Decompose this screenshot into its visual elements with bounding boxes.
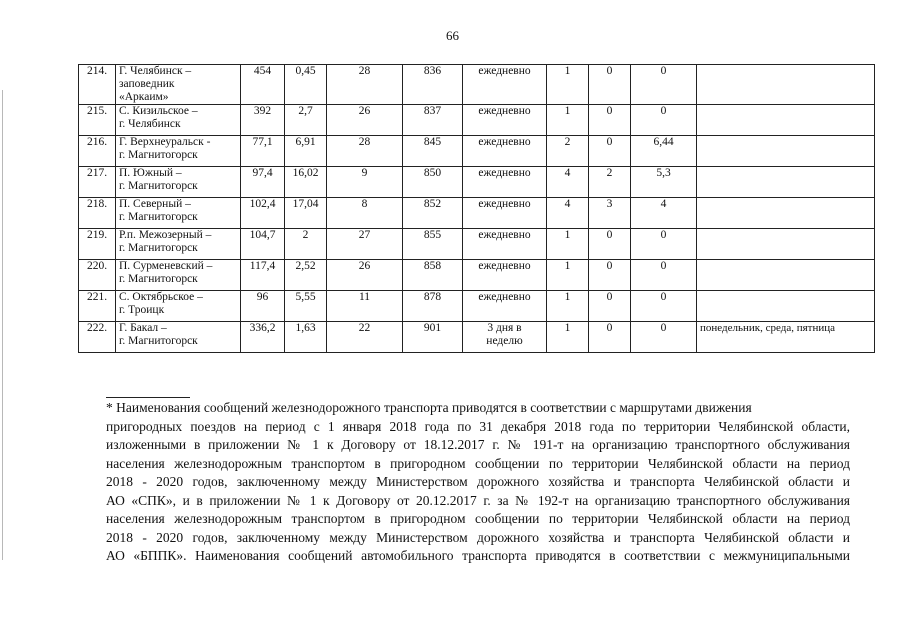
route-name-cell xyxy=(116,65,241,105)
footnote-line: 2018 - 2020 годов, заключенному между Министерством дорожного хозяйства и транспорта Челябинской области и xyxy=(106,529,850,545)
schedule-line: ежедневно xyxy=(478,291,531,303)
count-cell: 2 xyxy=(589,167,631,198)
value-cell: 28 xyxy=(327,136,403,167)
value-cell: 4 xyxy=(631,198,697,229)
row-number-cell: 215. xyxy=(79,105,116,136)
route-name-line: г. Челябинск xyxy=(119,118,181,130)
schedule-cell xyxy=(463,167,547,198)
route-name-line: П. Северный – xyxy=(119,198,191,210)
table-row xyxy=(79,136,875,167)
value-cell: 0 xyxy=(631,65,697,105)
count-cell: 1 xyxy=(547,229,589,260)
note-cell xyxy=(697,198,875,229)
note-cell xyxy=(697,229,875,260)
route-name-line: г. Магнитогорск xyxy=(119,273,198,285)
schedule-line: ежедневно xyxy=(478,229,531,241)
count-cell: 0 xyxy=(589,65,631,105)
note-cell: понедельник, среда, пятница xyxy=(697,322,875,353)
distance-cell: 96 xyxy=(241,291,285,322)
row-number-cell: 214. xyxy=(79,65,116,105)
route-name-cell xyxy=(116,229,241,260)
schedule-line: ежедневно xyxy=(478,167,531,179)
value-cell: 26 xyxy=(327,105,403,136)
route-name-line: г. Магнитогорск xyxy=(119,335,198,347)
value-cell: 22 xyxy=(327,322,403,353)
footnote xyxy=(106,399,850,566)
route-name-cell xyxy=(116,291,241,322)
value-cell: 2,7 xyxy=(285,105,327,136)
route-name-cell xyxy=(116,260,241,291)
route-name-line: Г. Верхнеуральск - xyxy=(119,136,211,148)
route-name-line: г. Троицк xyxy=(119,304,165,316)
route-name-line: г. Магнитогорск xyxy=(119,180,198,192)
route-name-line: С. Октябрьское – xyxy=(119,291,203,303)
value-cell: 26 xyxy=(327,260,403,291)
table-row xyxy=(79,198,875,229)
value-cell: 0 xyxy=(631,322,697,353)
count-cell: 0 xyxy=(589,105,631,136)
row-number-cell: 220. xyxy=(79,260,116,291)
schedule-line: ежедневно xyxy=(478,198,531,210)
count-cell: 2 xyxy=(547,136,589,167)
note-cell xyxy=(697,105,875,136)
distance-cell: 97,4 xyxy=(241,167,285,198)
distance-cell: 104,7 xyxy=(241,229,285,260)
route-name-line: заповедник xyxy=(119,78,175,90)
count-cell: 0 xyxy=(589,136,631,167)
route-name-line: «Аркаим» xyxy=(119,91,169,103)
distance-cell: 454 xyxy=(241,65,285,105)
route-name-line: Р.п. Межозерный – xyxy=(119,229,212,241)
route-code-cell: 858 xyxy=(403,260,463,291)
value-cell: 6,44 xyxy=(631,136,697,167)
count-cell: 0 xyxy=(589,291,631,322)
row-number-cell: 217. xyxy=(79,167,116,198)
route-name-cell xyxy=(116,198,241,229)
route-name-cell xyxy=(116,167,241,198)
schedule-line: ежедневно xyxy=(478,136,531,148)
distance-cell: 102,4 xyxy=(241,198,285,229)
route-name-cell xyxy=(116,136,241,167)
route-name-line: г. Магнитогорск xyxy=(119,242,198,254)
note-cell xyxy=(697,65,875,105)
schedule-cell xyxy=(463,198,547,229)
row-number-cell: 218. xyxy=(79,198,116,229)
route-code-cell: 837 xyxy=(403,105,463,136)
route-name-cell xyxy=(116,322,241,353)
table-row xyxy=(79,167,875,198)
count-cell: 4 xyxy=(547,167,589,198)
row-number-cell: 216. xyxy=(79,136,116,167)
count-cell: 1 xyxy=(547,260,589,291)
route-name-line: Г. Челябинск – xyxy=(119,65,192,77)
table-row xyxy=(79,322,875,353)
count-cell: 1 xyxy=(547,291,589,322)
row-number-cell: 219. xyxy=(79,229,116,260)
value-cell: 28 xyxy=(327,65,403,105)
schedule-line: ежедневно xyxy=(478,105,531,117)
footnote-line: изложенными в приложении № 1 к Договору от 18.12.2017 г. № 191-т на организацию транспортного обслуживания xyxy=(106,437,850,452)
value-cell: 27 xyxy=(327,229,403,260)
value-cell: 5,3 xyxy=(631,167,697,198)
count-cell: 0 xyxy=(589,260,631,291)
schedule-line: ежедневно xyxy=(478,260,531,272)
value-cell: 0 xyxy=(631,229,697,260)
count-cell: 3 xyxy=(589,198,631,229)
footnote-line: АО «СПК», и в приложении № 1 к Договору от 20.12.2017 г. за № 192-т на организацию транспортного обслуживания xyxy=(106,492,850,508)
count-cell: 4 xyxy=(547,198,589,229)
footnote-line: * Наименования сообщений железнодорожного транспорта приводятся в соответствии с маршрутами движения xyxy=(106,400,752,415)
table-row xyxy=(79,65,875,105)
route-code-cell: 850 xyxy=(403,167,463,198)
footnote-line: пригородных поездов на период с 1 января 2018 года по 31 декабря 2018 года по территории Челябинской области, xyxy=(106,418,850,434)
value-cell: 11 xyxy=(327,291,403,322)
count-cell: 0 xyxy=(589,229,631,260)
route-code-cell: 845 xyxy=(403,136,463,167)
value-cell: 8 xyxy=(327,198,403,229)
distance-cell: 77,1 xyxy=(241,136,285,167)
value-cell: 0 xyxy=(631,260,697,291)
row-number-cell: 222. xyxy=(79,322,116,353)
distance-cell: 117,4 xyxy=(241,260,285,291)
value-cell: 0 xyxy=(631,105,697,136)
value-cell: 16,02 xyxy=(285,167,327,198)
value-cell: 0 xyxy=(631,291,697,322)
note-cell xyxy=(697,291,875,322)
distance-cell: 336,2 xyxy=(241,322,285,353)
footnote-line: 2018 - 2020 годов, заключенному между Министерством дорожного хозяйства и транспорта Челябинской области и xyxy=(106,474,850,489)
route-name-line: г. Магнитогорск xyxy=(119,211,198,223)
route-code-cell: 836 xyxy=(403,65,463,105)
table-row xyxy=(79,260,875,291)
schedule-cell xyxy=(463,65,547,105)
footnote-line: населения железнодорожным транспортом в пригородном сообщении по территории Челябинской области на период xyxy=(106,511,850,526)
routes-table xyxy=(78,64,875,353)
value-cell: 6,91 xyxy=(285,136,327,167)
table-row xyxy=(79,105,875,136)
footnote-line: АО «БППК». Наименования сообщений автомобильного транспорта приводятся в соответствии с межмуниципальными xyxy=(106,548,850,563)
route-name-line: г. Магнитогорск xyxy=(119,149,198,161)
schedule-line: неделю xyxy=(486,335,523,347)
value-cell: 5,55 xyxy=(285,291,327,322)
footnote-line: населения железнодорожным транспортом в пригородном сообщении по территории Челябинской области на период xyxy=(106,455,850,471)
count-cell: 1 xyxy=(547,65,589,105)
route-name-line: П. Сурменевский – xyxy=(119,260,213,272)
table-row xyxy=(79,291,875,322)
schedule-cell xyxy=(463,260,547,291)
value-cell: 17,04 xyxy=(285,198,327,229)
schedule-cell xyxy=(463,105,547,136)
value-cell: 1,63 xyxy=(285,322,327,353)
route-name-line: П. Южный – xyxy=(119,167,182,179)
note-cell xyxy=(697,260,875,291)
schedule-cell xyxy=(463,291,547,322)
page-number: 66 xyxy=(446,28,459,43)
scan-edge-line xyxy=(2,90,3,560)
value-cell: 2 xyxy=(285,229,327,260)
count-cell: 1 xyxy=(547,105,589,136)
value-cell: 0,45 xyxy=(285,65,327,105)
table-row xyxy=(79,229,875,260)
schedule-cell xyxy=(463,136,547,167)
row-number-cell: 221. xyxy=(79,291,116,322)
schedule-cell xyxy=(463,229,547,260)
schedule-line: 3 дня в xyxy=(487,322,522,334)
route-code-cell: 855 xyxy=(403,229,463,260)
note-cell xyxy=(697,136,875,167)
count-cell: 0 xyxy=(589,322,631,353)
count-cell: 1 xyxy=(547,322,589,353)
route-code-cell: 901 xyxy=(403,322,463,353)
value-cell: 2,52 xyxy=(285,260,327,291)
value-cell: 9 xyxy=(327,167,403,198)
schedule-cell xyxy=(463,322,547,353)
route-code-cell: 878 xyxy=(403,291,463,322)
route-name-line: Г. Бакал – xyxy=(119,322,167,334)
footnote-rule xyxy=(106,397,190,398)
note-cell xyxy=(697,167,875,198)
route-name-line: С. Кизильское – xyxy=(119,105,198,117)
schedule-line: ежедневно xyxy=(478,65,531,77)
route-name-cell xyxy=(116,105,241,136)
route-code-cell: 852 xyxy=(403,198,463,229)
distance-cell: 392 xyxy=(241,105,285,136)
